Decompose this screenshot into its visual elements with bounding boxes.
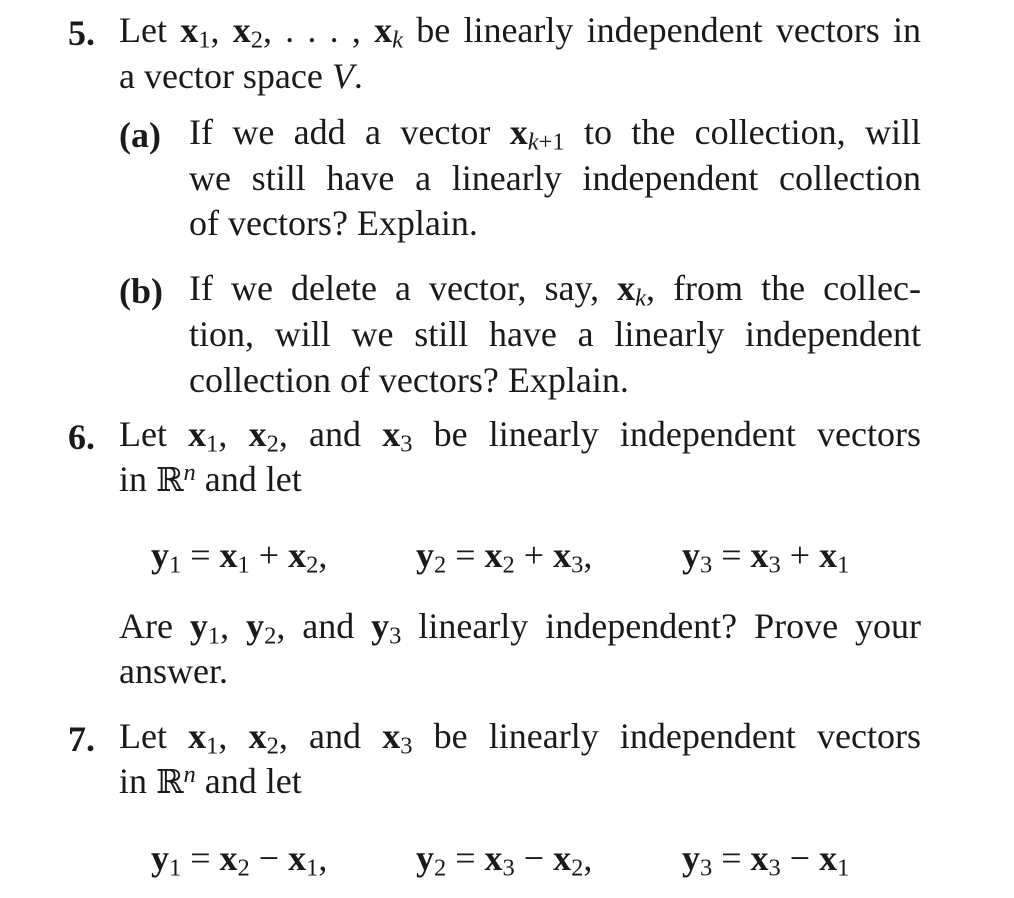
problem-intro-line: Let $x_1$, $x_2$, and $x_3$ be linearly independent vectors [119, 716, 921, 760]
problem-intro-line: Let $x_1$, $x_2$, and $x_3$ be linearly independent vectors [119, 414, 921, 458]
equation-y1: $y_1 = x_1 + x_2$, [151, 535, 328, 579]
part-text-line: If we add a vector $x_{k+1}$ to the collection, will [189, 112, 921, 156]
problem-intro-line: a vector space V. [119, 56, 363, 96]
part-label: (a) [119, 115, 161, 155]
equation-y2: $y_2 = x_2 + x_3$, [416, 535, 593, 579]
part-text-line: collection of vectors? Explain. [189, 360, 629, 400]
problem-intro-line: Let $x_1$, $x_2$, . . . , $x_k$ be linearly independent vectors in [119, 10, 922, 54]
problem-number: 6. [68, 417, 95, 457]
part-label: (b) [119, 271, 163, 311]
problem-question-line: answer. [119, 651, 228, 691]
part-text-line: tion, will we still have a linearly independent [189, 314, 921, 354]
part-text-line: If we delete a vector, say, $x_k$, from the collec- [189, 268, 922, 312]
equation-y2: $y_2 = x_3 - x_2$, [416, 838, 593, 882]
part-text-line: of vectors? Explain. [189, 203, 478, 243]
problem-question-line: Are $y_1$, $y_2$, and $y_3$ linearly independent? Prove your [119, 606, 921, 650]
equation-y3: $y_3 = x_3 + x_1$ [682, 535, 850, 579]
part-text-line: we still have a linearly independent collection [189, 158, 921, 198]
problem-number: 5. [68, 13, 95, 53]
equation-y3: $y_3 = x_3 - x_1$ [682, 838, 850, 882]
problem-intro-line: in ℝ$^n$ and let [119, 760, 302, 801]
problem-intro-line: in ℝ$^n$ and let [119, 458, 302, 499]
equation-y1: $y_1 = x_2 - x_1$, [151, 838, 328, 882]
problem-number: 7. [68, 719, 95, 759]
